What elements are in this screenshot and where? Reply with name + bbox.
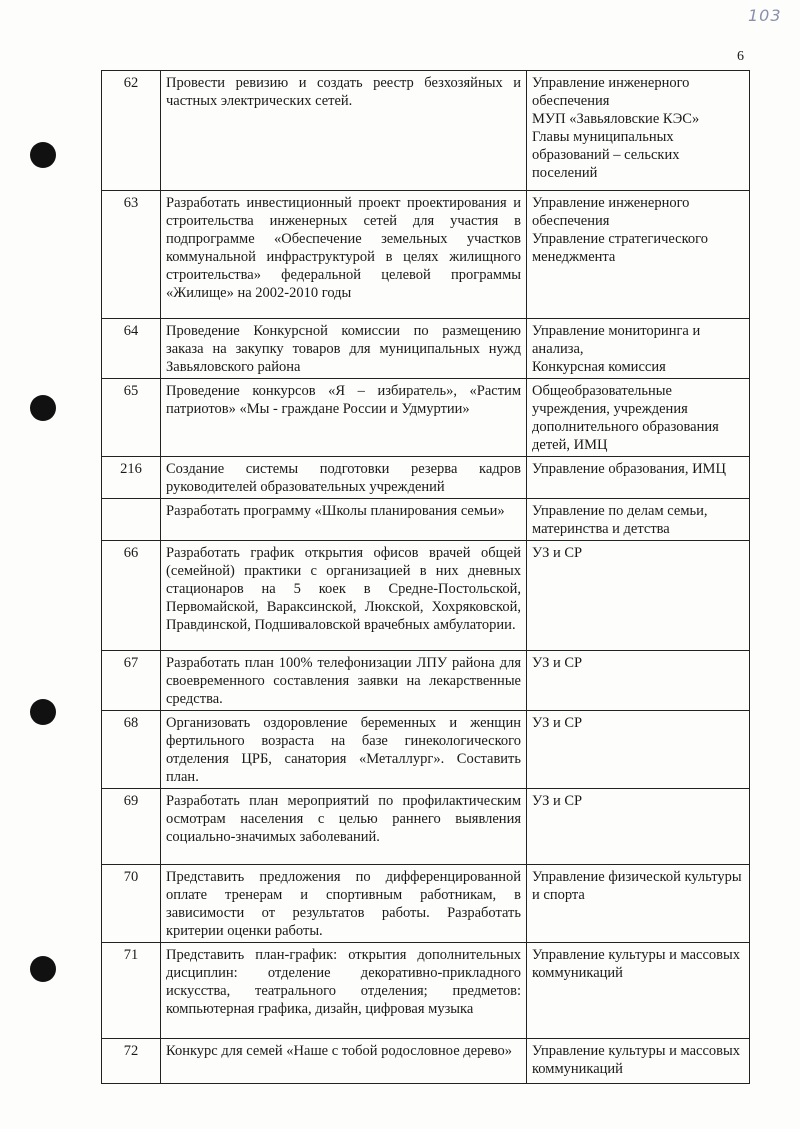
responsible-cell (527, 865, 750, 943)
responsible-line: Главы муниципальных образований – сельских поселений (532, 129, 680, 181)
punch-hole (30, 699, 56, 725)
row-number: 68 (102, 711, 161, 789)
responsible-line: УЗ и СР (532, 545, 583, 561)
responsible-line: Управление инженерного обеспечения (532, 75, 690, 109)
responsible-cell (527, 943, 750, 1039)
handwritten-page-stamp: 103 (748, 6, 782, 25)
table-row (102, 319, 750, 379)
table-row (102, 541, 750, 651)
row-number: 72 (102, 1039, 161, 1084)
responsible-cell (527, 789, 750, 865)
task-cell: Проведение Конкурсной комиссии по размещению заказа на закупку товаров для муниципальных нужд Завьяловского района (161, 319, 527, 379)
task-cell: Представить предложения по дифференцированной оплате тренерам и спортивным работникам, в зависимости от результатов работы. Разработать критерии оценки работы. (161, 865, 527, 943)
row-number: 69 (102, 789, 161, 865)
responsible-cell (527, 319, 750, 379)
responsible-cell (527, 191, 750, 319)
table-row (102, 651, 750, 711)
row-number: 216 (102, 457, 161, 499)
row-number: 67 (102, 651, 161, 711)
punch-hole (30, 956, 56, 982)
row-number: 63 (102, 191, 161, 319)
action-plan-table (101, 70, 750, 1084)
responsible-line: УЗ и СР (532, 655, 583, 671)
responsible-line: Конкурсная комиссия (532, 359, 666, 375)
responsible-cell (527, 541, 750, 651)
table-row (102, 379, 750, 457)
task-cell: Представить план-график: открытия дополнительных дисциплин: отделение декоративно-прикладного искусства, театрального отделения; предметов: компьютерная графика, дизайн, цифровая музыка (161, 943, 527, 1039)
row-number: 71 (102, 943, 161, 1039)
responsible-cell (527, 1039, 750, 1084)
responsible-line: Управление стратегического менеджмента (532, 231, 709, 265)
punch-hole (30, 395, 56, 421)
task-cell: Конкурс для семей «Наше с тобой родословное дерево» (161, 1039, 527, 1084)
responsible-cell (527, 71, 750, 191)
table-row (102, 865, 750, 943)
responsible-line: Управление физической культуры и спорта (532, 869, 742, 903)
row-number: 70 (102, 865, 161, 943)
table-row (102, 191, 750, 319)
page-number: 6 (737, 49, 744, 64)
row-number: 62 (102, 71, 161, 191)
responsible-line: Управление по делам семьи, материнства и детства (532, 503, 708, 537)
task-cell: Проведение конкурсов «Я – избиратель», «Растим патриотов» «Мы - граждане России и Удмуртии» (161, 379, 527, 457)
row-number (102, 499, 161, 541)
table-row (102, 789, 750, 865)
responsible-cell (527, 379, 750, 457)
task-cell: Разработать инвестиционный проект проектирования и строительства инженерных сетей для участия в подпрограмме «Обеспечение земельных участков коммунальной инфраструктурой в целях жилищного строительства» федеральной целевой программы «Жилище» на 2002-2010 годы (161, 191, 527, 319)
table-row (102, 1039, 750, 1084)
responsible-line: УЗ и СР (532, 715, 583, 731)
responsible-cell (527, 711, 750, 789)
responsible-line: Общеобразовательные учреждения, учреждения дополнительного образования детей, ИМЦ (532, 383, 719, 453)
table-row (102, 71, 750, 191)
row-number: 66 (102, 541, 161, 651)
responsible-line: Управление образования, ИМЦ (532, 461, 726, 477)
table-row (102, 457, 750, 499)
task-cell: Провести ревизию и создать реестр безхозяйных и частных электрических сетей. (161, 71, 527, 191)
responsible-cell (527, 651, 750, 711)
table-row (102, 943, 750, 1039)
responsible-line: Управление культуры и массовых коммуникаций (532, 947, 740, 981)
table-row (102, 499, 750, 541)
task-cell: Разработать план мероприятий по профилактическим осмотрам населения с целью раннего выявления социально-значимых заболеваний. (161, 789, 527, 865)
task-cell: Разработать план 100% телефонизации ЛПУ района для своевременного составления заявки на лекарственные средства. (161, 651, 527, 711)
responsible-line: МУП «Завьяловские КЭС» (532, 111, 700, 127)
table-row (102, 711, 750, 789)
task-cell: Разработать график открытия офисов врачей общей (семейной) практики с организацией в них дневных стационаров на 5 коек в Средне-Постольской, Первомайской, Вараксинской, Люкской, Хохряковской, Правдинской, Подшиваловской врачебных амбулатории. (161, 541, 527, 651)
row-number: 64 (102, 319, 161, 379)
task-cell: Создание системы подготовки резерва кадров руководителей образовательных учреждений (161, 457, 527, 499)
responsible-line: Управление мониторинга и анализа, (532, 323, 701, 357)
responsible-cell (527, 499, 750, 541)
responsible-cell (527, 457, 750, 499)
responsible-line: Управление инженерного обеспечения (532, 195, 690, 229)
punch-hole (30, 142, 56, 168)
responsible-line: Управление культуры и массовых коммуникаций (532, 1043, 740, 1077)
task-cell: Организовать оздоровление беременных и женщин фертильного возраста на базе гинекологического отделения ЦРБ, санатория «Металлург». Составить план. (161, 711, 527, 789)
responsible-line: УЗ и СР (532, 793, 583, 809)
row-number: 65 (102, 379, 161, 457)
task-cell: Разработать программу «Школы планирования семьи» (161, 499, 527, 541)
